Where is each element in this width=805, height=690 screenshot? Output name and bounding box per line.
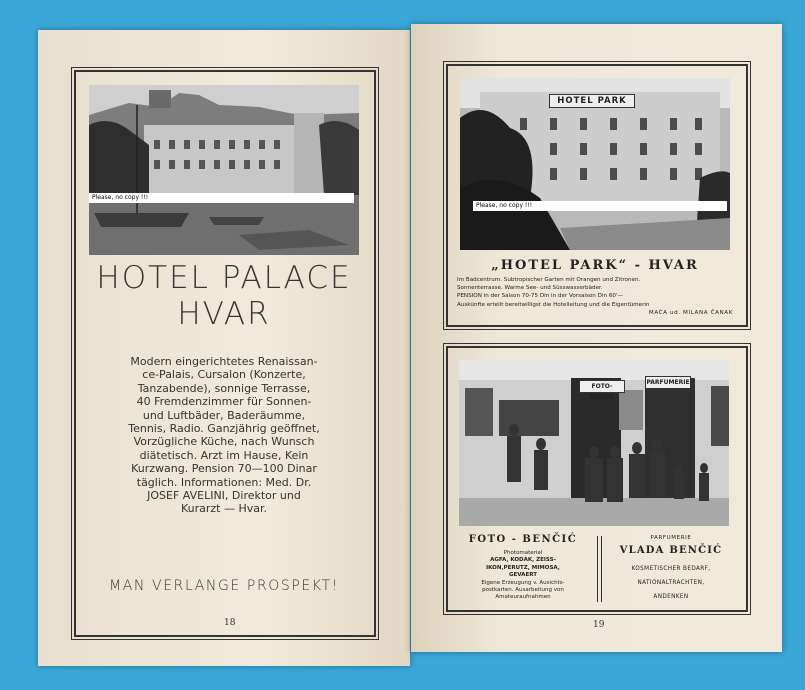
hvar-title: HVAR <box>177 296 271 332</box>
hotel-park-owner: MAĆA ud. MILANA ČANAK <box>648 310 733 316</box>
foto-bencic-title: FOTO - BENČIĆ <box>468 534 578 545</box>
hotel-park-sign: HOTEL PARK <box>549 94 635 108</box>
column-divider <box>597 536 602 602</box>
watermark-label: Please, no copy !!! <box>89 193 354 203</box>
foto-line: IKON,PERUTZ, MIMOSA, <box>486 564 560 571</box>
parfumerie-label: PARFUMERIE <box>650 535 692 541</box>
hotel-park-body: Im Badcentrum. Subtropischer Garten mit Orangen und Zitronen. Sonnenterrasse. Warme See- und Süsswasserbäder. PENSION in der Saison 70-75 Din in der Vorsaison Din 60'— Auskünfte erteilt bereitwilligst die Hotelleitung und die Eigentümerin <box>457 277 650 308</box>
parfumerie-sign: PARFUMERIE <box>645 376 691 389</box>
foto-line: Amateuraufnahmen <box>495 594 551 601</box>
foto-line: postkarten. Ausarbeitung von <box>482 587 564 594</box>
hotel-palace-photo <box>89 85 359 255</box>
vlada-line: ANDENKEN <box>653 594 689 600</box>
hotel-palace-description: Modern eingerichtetes Renaissan- ce-Palais, Cursalon (Konzerte, Tanzabende), sonnige Terrasse, 40 Fremdenzimmer für Sonnen- und Luftbäder, Baderäumme, Tennis, Radio. Ganzjährig geöffnet, Vorzügliche Küche, nach Wunsch diätetisch. Arzt im Hause, Kein Kurzwang. Pension 70—100 Dinar täglich. Informationen: Med. Dr. JOSEF AVELINI, Direktor und Kurarzt — Hvar. <box>128 355 320 516</box>
page-number-left: 18 <box>224 618 236 628</box>
page-number-right: 19 <box>593 620 605 630</box>
hotel-park-headline: „HOTEL PARK“ - HVAR <box>491 258 699 273</box>
vlada-line: KOSMETISCHER BEDARF, <box>631 566 711 572</box>
foto-line: GEVAERT <box>509 572 537 579</box>
right-page <box>411 24 782 652</box>
vlada-bencic-lines <box>605 562 737 604</box>
foto-line: Photomaterial <box>503 550 543 556</box>
foto-line: AGFA, KODAK, ZEISS- <box>490 557 556 564</box>
prospekt-footer: MAN VERLANGE PROSPEKT! <box>109 578 339 594</box>
vlada-bencic-title: VLADA BENČIĆ <box>619 545 723 556</box>
foto-bencic-sign: FOTO-BENČIĆ <box>579 380 625 393</box>
vlada-line: NATIONALTRACHTEN, <box>637 580 705 586</box>
foto-bencic-lines <box>453 550 593 602</box>
foto-line: Eigene Erzeugung v. Ausichts- <box>481 579 565 586</box>
hotel-palace-title: HOTEL PALACE <box>96 260 352 296</box>
left-page <box>38 30 410 666</box>
watermark-label: Please, no copy !!! <box>473 201 727 211</box>
